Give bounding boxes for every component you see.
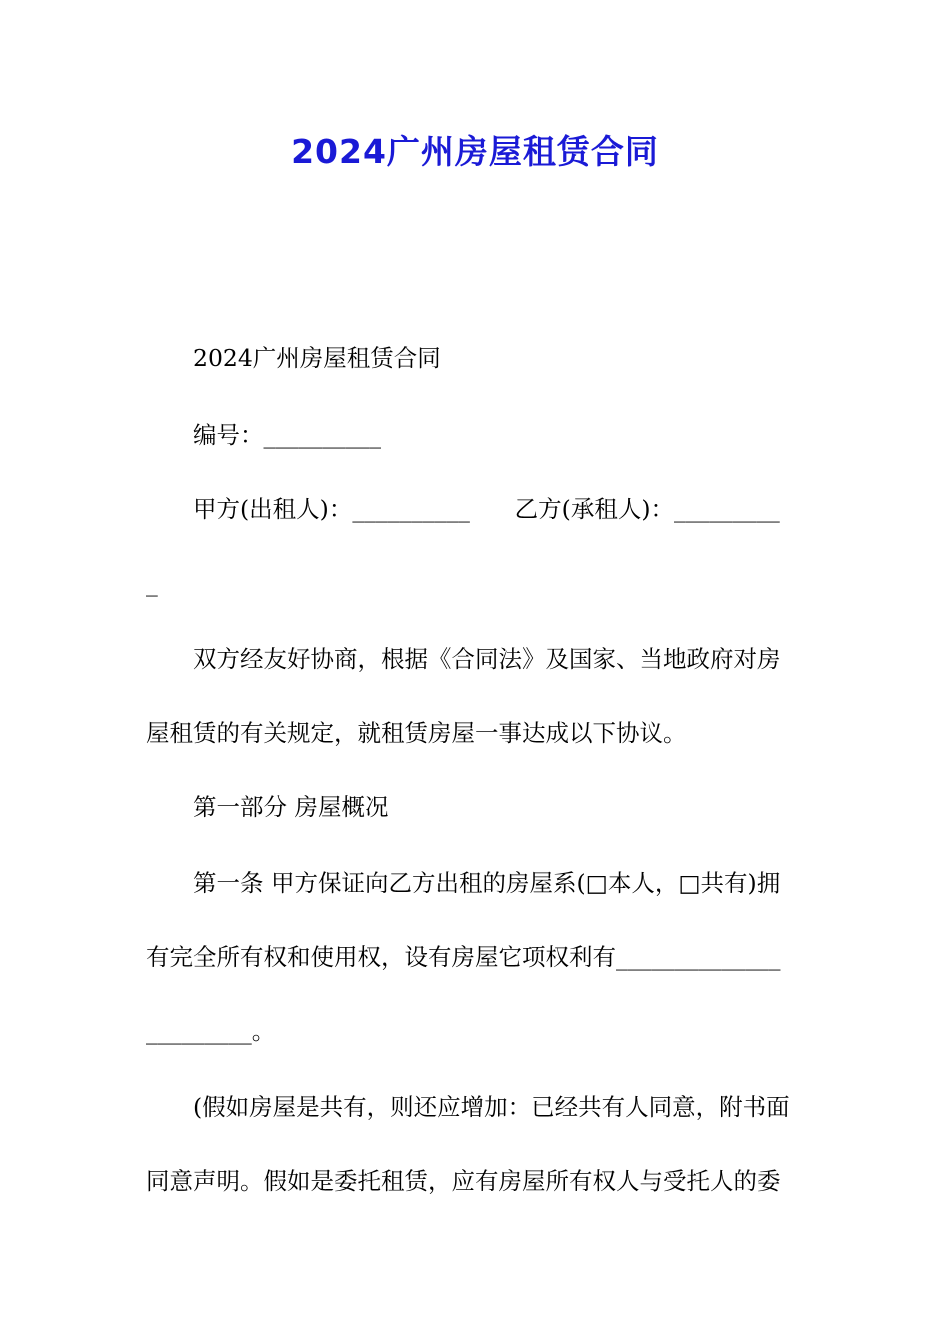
parties-line-continuation: _ <box>146 569 158 597</box>
preamble-line-2: 屋租赁的有关规定，就租赁房屋一事达成以下协议。 <box>146 719 687 747</box>
article-1-line-2: 有完全所有权和使用权，设有房屋它项权利有______________ <box>146 943 781 971</box>
document-title: 2024广州房屋租赁合同 <box>291 132 659 171</box>
section-heading: 第一部分 房屋概况 <box>193 793 389 821</box>
note-line-2: 同意声明。假如是委托租赁，应有房屋所有权人与受托人的委 <box>146 1167 781 1195</box>
contract-number-line: 编号：__________ <box>193 421 381 449</box>
note-line-1: (假如房屋是共有，则还应增加：已经共有人同意，附书面 <box>193 1093 790 1121</box>
article-1-line-1: 第一条 甲方保证向乙方出租的房屋系(□本人，□共有)拥 <box>193 869 781 897</box>
preamble-line-1: 双方经友好协商，根据《合同法》及国家、当地政府对房 <box>193 645 781 673</box>
article-1-line-3: _________。 <box>146 1017 276 1045</box>
subtitle-line: 2024广州房屋租赁合同 <box>193 344 441 372</box>
parties-line: 甲方(出租人)：__________ 乙方(承租人)：_________ <box>193 495 780 523</box>
